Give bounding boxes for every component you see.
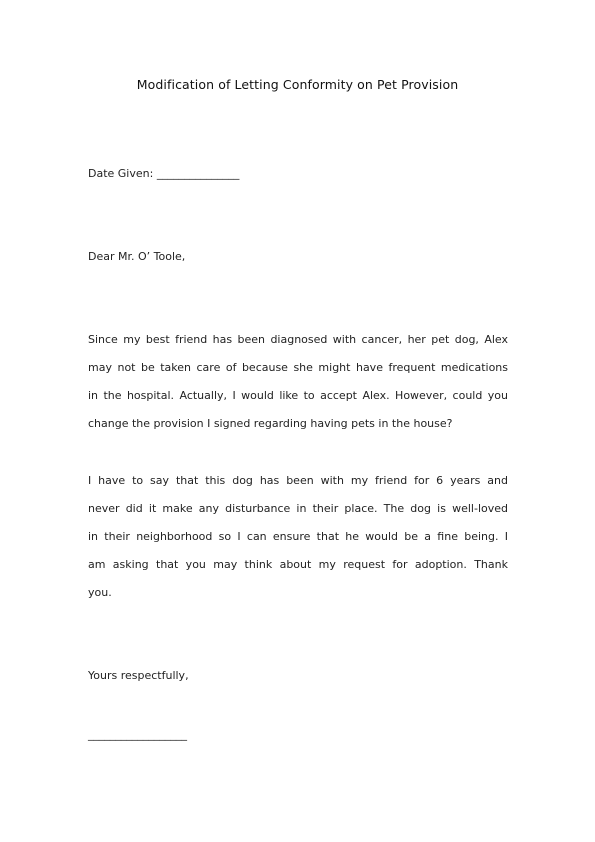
paragraph-2-line-4: am asking that you may think about my request for adoption. Thank xyxy=(88,558,508,571)
closing: Yours respectfully, xyxy=(88,669,189,682)
body-paragraph-2 xyxy=(88,467,508,607)
salutation: Dear Mr. O’ Toole, xyxy=(88,250,186,263)
paragraph-2-line-3: in their neighborhood so I can ensure that he would be a fine being. I xyxy=(88,530,508,543)
paragraph-1-line-1: Since my best friend has been diagnosed with cancer, her pet dog, Alex xyxy=(88,333,508,346)
paragraph-1-line-3: in the hospital. Actually, I would like to accept Alex. However, could you xyxy=(88,389,508,402)
date-line: Date Given: _______________ xyxy=(88,167,240,180)
body-paragraph-1 xyxy=(88,326,508,438)
document-title: Modification of Letting Conformity on Pet Provision xyxy=(136,77,459,92)
paragraph-1-line-4: change the provision I signed regarding having pets in the house? xyxy=(88,417,453,430)
paragraph-1-line-2: may not be taken care of because she might have frequent medications xyxy=(88,361,508,374)
paragraph-2-line-5: you. xyxy=(88,586,112,599)
paragraph-2-line-1: I have to say that this dog has been with my friend for 6 years and xyxy=(88,474,508,487)
paragraph-2-line-2: never did it make any disturbance in their place. The dog is well-loved xyxy=(88,502,508,515)
signature-line: __________________ xyxy=(88,728,187,741)
